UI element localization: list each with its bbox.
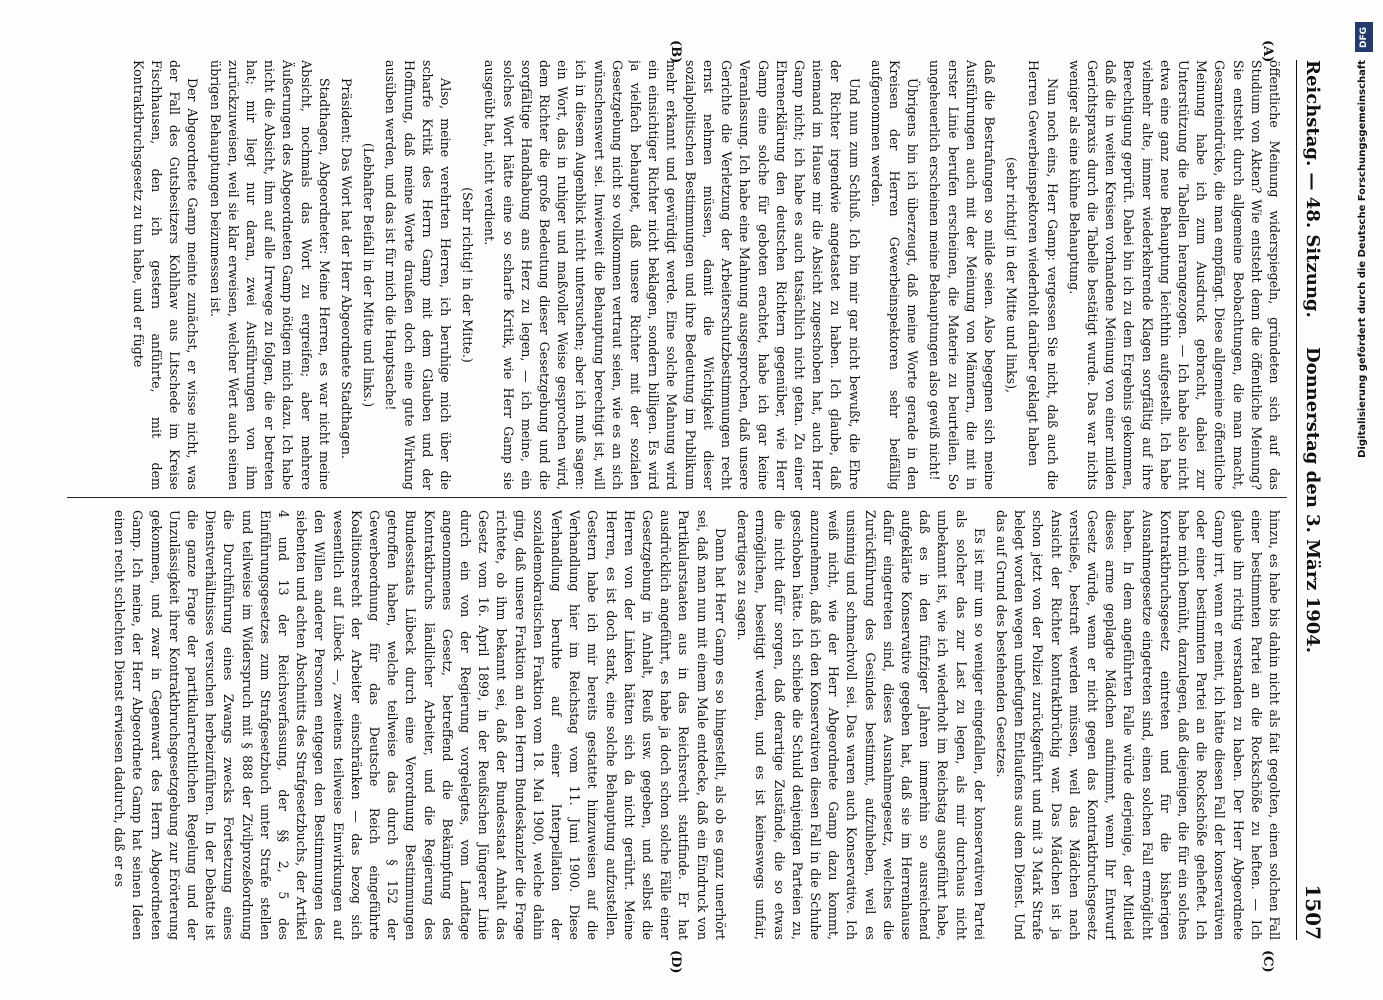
paragraph: Also, meine verehrten Herren, ich beruhige mich über die scharfe Kritik des Herrn Gamp mit dem Glauben und der Hoffnung, daß meine Worte draußen doch eine gute Wirkung ausüben werden, und das ist für mich die Hauptsache! <box>383 60 454 490</box>
digitization-credit: Digitalisierung gefördert durch die Deutsche Forschungsgemeinschaft <box>1357 60 1368 458</box>
paragraph: Nun noch eins, Herr Gamp: vergessen Sie nicht, daß auch die Herren Gewerbeinspektoren wiederholt darüber geklagt haben <box>1026 60 1060 490</box>
margin-marker-a: (A) <box>1260 40 1275 63</box>
digitization-sidebar <box>1352 10 1378 990</box>
paragraph: Übrigens bin ich überzeugt, daß meine Worte gerade in den Kreisen der Herren Gewerbeinspektoren sehr beifällig aufgenommen werden. <box>868 60 921 490</box>
paragraph: Es ist mir um so weniger eingefallen, der konservativen Partei als solcher das zur Last zu legen, als mir durchaus nicht unbekannt ist, wie ich wiederholt im Reichstag ausgeführt habe, daß es in den fünfziger Jahren immerhin so ausreichend aufgeklärte Konservative gegeben hat, daß sie im Herrenhause dafür eingetreten sind, dieses Ausnahmegesetz, welches die Zurückführung des Gesindes bestimmt, aufzuheben, weil es unsinnig und schmachvoll sei. Das waren auch Konservative. Ich weiß nicht, wie der Herr Abgeordnete Gamp dazu kommt, anzunehmen, daß ich den Konservativen diesen Fall in die Schuhe geschoben hätte. Ich schiebe die Schuld denjenigen Parteien zu, die nicht dafür sorgen, daß derartige Zustände, die so etwas ermöglichen, beseitigt werden, und es ist keineswegs unfair, derartiges zu sagen. <box>735 510 987 940</box>
paragraph: Stadthagen, Abgeordneter: Meine Herren, es war nicht meine Absicht, nochmals das Wort zu ergreifen; aber mehrere Äußerungen des Abgeordneten Gamp nötigen mich dazu. Ich habe nicht die Absicht, ihm auf alle Irrwege zu folgen, die er betreten hat; mir liegt nur daran, zwei Ausführungen von ihm zurückzuweisen, weil sie klar erweisen, welcher Wert auch seinen übrigen Behauptungen beizumessen ist. <box>207 60 332 490</box>
margin-marker-b: (B) <box>668 40 683 64</box>
paragraph: Der Abgeordnete Gamp meinte zunächst, er wisse nicht, was der Fall des Gutsbesitzers Kohlhaw aus Litschede im Kreise Fischhausen, den ich gestern anführte, mit dem Kontraktbruchsgesetz zu tun habe, und er fügte <box>130 60 201 490</box>
interjection: (Lebhafter Beifall in der Mitte und links.) <box>361 142 377 408</box>
right-column <box>68 510 1283 940</box>
page-header <box>1296 60 1325 940</box>
paragraph: Präsident: Das Wort hat der Herr Abgeordnete Stadthagen. <box>339 78 355 459</box>
dfg-logo: DFG <box>1355 22 1373 52</box>
column-divider <box>67 497 1287 498</box>
header-left: Reichstag. — 48. Sitzung. <box>1302 60 1323 318</box>
margin-marker-d: (D) <box>668 950 683 974</box>
paragraph: Dann hat Herr Gamp es so hingestellt, als ob es ganz unerhört sei, daß man nun mit einem Male entdecke, daß ein Eindruck von Partikularstaaten aus in das Reichsrecht stattfinde. Er hat ausdrücklich angeführt, es habe ja doch schon solche Fälle einer Gesetzgebung in Anhalt, Reuß usw. gegeben, und selbst die Herren von der Linken hätten sich da nicht gerührt. Meine Herren, es ist doch stark, eine solche Behauptung aufzustellen. Gestern habe ich mir bereits gestattet hinzuweisen auf die Verhandlung hier im Reichstag vom 11. Juni 1900. Diese Verhandlung beruhte auf einer Interpellation der sozialdemokratischen Fraktion vom 18. Mai 1900, welche dahin ging, daß unsere Fraktion an den Herrn Bundeskanzler die Frage richtete, ob ihm bekannt sei, daß der Bundesstaat Anhalt das Gesetz vom 16. April 1899, in der Reußischen Jüngerer Linie durch ein von der Regierung vorgelegtes, vom Landtage angenommenes Gesetz, betreffend die Bekämpfung des Kontraktbruchs ländlicher Arbeiter, und die Regierung des Bundesstaats Lübeck durch eine Verordnung Bestimmungen getroffen haben, welche teilweise das durch § 152 der Gewerbeordnung für das Deutsche Reich eingeführte Koalitionsrecht der Arbeiter einschränken — das bezog sich wesentlich auf Lübeck —, zweitens teilweise Einwirkungen auf den Willen anderer Personen entgegen den Bestimmungen des siebenten und achten Abschnitts des Strafgesetzbuchs, der Artikel 4 und 13 der Reichsverfassung, der §§ 2, 5 des Einführungsgesetzes zum Strafgesetzbuch unter Strafe stellen und teilweise im Widerspruch mit § 888 der Zivilprozeßordnung die Durchführung eines Zwangs zwecks Fortsetzung eines Dienstverhältnisses versuchen herbeizuführen. In der Debatte ist die ganze Frage der partikularrechtlichen Regelung und der Unzulässigkeit ihrer Kontraktbruchsgesetzgebung zur Erörterung gekommen, und zwar in Gegenwart des Herrn Abgeordneten Gamp. Ich meine, der Herr Abgeordnete Gamp hat seinen Ideen einen recht schlechten Dienst erwiesen dadurch, daß er es <box>112 510 728 940</box>
left-column <box>68 60 1283 490</box>
header-date: Donnerstag den 3. März 1904. <box>1302 346 1323 654</box>
interjection: (Sehr richtig! in der Mitte.) <box>460 187 476 363</box>
paragraph: Und nun zum Schluß. Ich bin mir gar nicht bewußt, die Ehre der Richter irgendwie angetastet zu haben. Ich glaube, daß niemand im Hause mir die Absicht zugeschoben hat, auch Herr Gamp nicht; ich habe es auch tatsächlich nicht getan. Zu einer Ehrenerklärung den deutschen Richtern gegenüber, wie Herr Gamp eine solche für geboten erachtet, habe ich gar keine Veranlassung. Ich habe eine Mahnung ausgesprochen, daß unsere Gerichte die Verletzung der Arbeiterschutzbestimmungen recht ernst nehmen müssen, damit die Wichtigkeit dieser sozialpolitischen Bestimmungen und ihre Bedeutung im Publikum mehr erkannt und gewürdigt werde. Eine solche Mahnung wird ein einsichtiger Richter nicht beklagen, sondern billigen. Es wird ja vielfach behauptet, daß unsere Richter mit der sozialen Gesetzgebung nicht so vollkommen vertraut seien, wie es an sich wünschenswert sei. Inwieweit die Behauptung berechtigt ist, will ich in diesem Augenblick nicht untersuchen; aber ich muß sagen: ein Wort, das in ruhiger und maßvoller Weise gesprochen wird, dem Richter die große Bedeutung dieser Gesetzgebung und die sorgfältige Handhabung ans Herz zu legen, — ich meine, ein solches Wort hätte eine so scharfe Kritik, wie Herr Gamp sie ausgeübt hat, nicht verdient. <box>482 60 862 490</box>
paragraph: daß die Bestrafungen so milde seien. Also begegnen sich meine Ausführungen auch mit der Meinung von Männern, die mit in erster Linie berufen erscheinen, die Materie zu beurteilen. So ungeheuerlich erscheinen meine Behauptungen also gewiß nicht! <box>927 60 997 490</box>
margin-marker-c: (C) <box>1260 950 1275 973</box>
page-number: 1507 <box>1301 884 1325 940</box>
interjection: (sehr richtig! in der Mitte und links), <box>1004 156 1020 394</box>
paragraph: öffentliche Meinung widerspiegeln, gründeten sich auf das Studium von Akten? Wie entsteht denn die öffentliche Meinung? Sie entsteht durch allgemeine Beobachtungen, die man macht, Gesamteindrücke, die man empfängt. Diese allgemeine öffentliche Meinung habe ich zum Ausdruck gebracht, dabei zur Unterstützung die Tabellen herangezogen. — Ich habe also nicht etwa eine ganz neue Behauptung leichthin aufgestellt. Ich habe vielmehr alte, immer wiederkehrende Klagen sorgfältig auf ihre Berechtigung geprüft. Dabei bin ich zu dem Ergebnis gekommen, daß die in weiten Kreisen vorhandene Meinung von einer milden Gerichtspraxis durch die Tabelle bestätigt wurde. Das war nichts weniger als eine kühne Behauptung. <box>1066 60 1282 490</box>
paragraph: hinzu, es habe bis dahin nicht als fait gegolten, einen solchen Fall einer bestimmten Partei an die Rockschöße zu heften. — Ich glaube ihn richtig verstanden zu haben. Der Herr Abgeordnete Gamp irrt, wenn er meint, ich hätte diesen Fall der konservativen oder einer bestimmten Partei an die Rockschöße geheftet. Ich habe mich bemüht, darzulegen, daß diejenigen, die für ein solches Kontraktbruchsgesetz eintreten und für die bisherigen Ausnahmegesetze eingetreten sind, einen solchen Fall ermöglicht haben. In dem angeführten Falle würde derjenige, der Mitleid dieses arme geplagte Mädchen aufnimmt, wenn Ihr Entwurf Gesetz würde, wenn er nicht gegen das Kontraktbruchsgesetz verstieße, bestraft werden müssen, weil das Mädchen nach Ansicht der Richter kontraktbrüchig war. Das Mädchen ist ja schon jetzt von der Polizei zurückgeführt und mit 3 Mark Strafe belegt worden wegen unbefugten Entlaufens aus dem Dienst. Und das auf Grund des bestehenden Gesetzes. <box>993 510 1282 940</box>
